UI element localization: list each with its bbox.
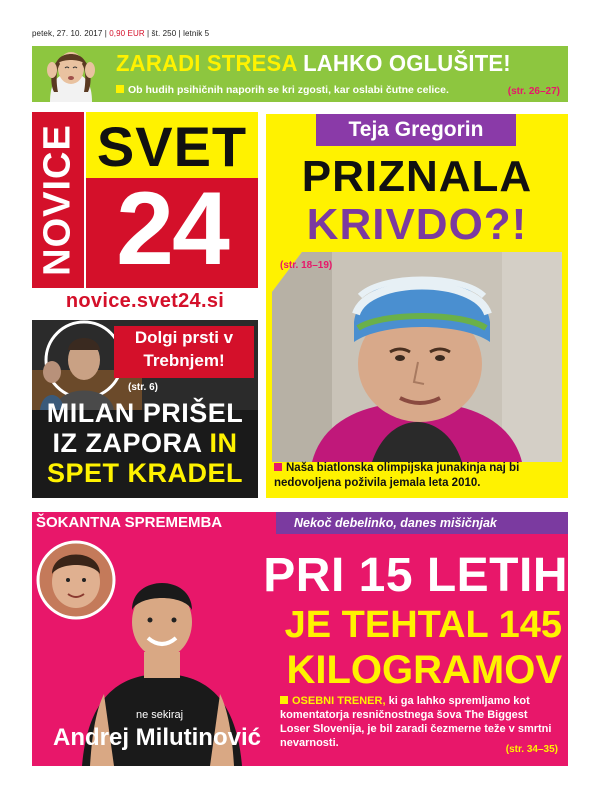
teja-caption-text: Naša biatlonska olimpijska junakinja naj bi nedovoljena poživila jemala leta 2010.	[274, 462, 520, 489]
teja-headline-2: KRIVDO?!	[306, 200, 528, 249]
masthead-novice	[32, 112, 84, 288]
milan-badge: Dolgi prsti v Trebnjem!	[114, 326, 254, 378]
masthead-24	[86, 171, 258, 288]
top-banner[interactable]	[32, 46, 568, 102]
milan-headline	[32, 398, 258, 488]
teja-photo	[272, 252, 562, 462]
milan-pages: (str. 6)	[128, 382, 159, 393]
strip-kicker: ŠOKANTNA SPREMEMBA	[32, 512, 276, 534]
milan-headline-line3: SPET KRADEL	[46, 458, 244, 488]
teja-headline-1: PRIZNALA	[301, 152, 533, 201]
milan-headline-line2a: IZ ZAPORA	[52, 428, 210, 458]
issue-price: 0,90 EUR	[109, 29, 145, 38]
andrej-text	[280, 694, 556, 750]
milan-story[interactable]	[32, 320, 258, 498]
andrej-text-body: ki ga lahko spremljamo kot komentatorja resničnostnega šova The Biggest Loser Slovenija, je bil zaradi čezmerne teže v smrtni nevarnosti.	[280, 695, 552, 749]
andrej-text-lead: OSEBNI TRENER,	[292, 695, 386, 707]
masthead-24-text: 24	[116, 171, 228, 287]
andrej-name-label: Andrej Milutinović	[52, 724, 261, 751]
andrej-headline-1: PRI 15 LETIH	[263, 549, 568, 602]
top-banner-subtitle-text: Ob hudih psihičnih naporih se kri zgosti, kar oslabi čutne celice.	[128, 84, 449, 96]
andrej-headline-3: KILOGRAMOV	[286, 648, 562, 692]
teja-story[interactable]	[266, 114, 568, 498]
milan-headline-line2b: IN	[209, 428, 238, 458]
stressed-woman-photo	[36, 48, 106, 102]
milan-headline-line2	[32, 428, 258, 458]
bullet-square-icon	[116, 85, 124, 93]
masthead-svet	[86, 112, 258, 178]
top-banner-pages: (str. 26–27)	[507, 86, 560, 97]
teja-pages: (str. 18–19)	[280, 260, 333, 271]
andrej-pages: (str. 34–35)	[505, 744, 558, 755]
strip-tagline: Nekoč debelinko, danes mišičnjak	[276, 512, 568, 534]
milan-headline-line1: MILAN PRIŠEL	[46, 398, 244, 428]
bullet-square-icon	[274, 463, 282, 471]
top-banner-title	[116, 50, 511, 77]
teja-name-label: Teja Gregorin	[316, 114, 516, 146]
andrej-story[interactable]	[32, 534, 568, 766]
issue-number: | št. 250 | letnik 5	[144, 29, 210, 38]
top-banner-title-part1: ZARADI STRESA	[116, 50, 304, 76]
dateline	[32, 29, 209, 38]
teja-caption	[274, 461, 562, 491]
site-url-link[interactable]: novice.svet24.si	[65, 290, 225, 312]
top-banner-title-part2: LAHKO OGLUŠITE!	[303, 50, 511, 76]
andrej-headline-2: JE TEHTAL 145	[284, 604, 562, 646]
shirt-text: ne sekiraj	[136, 709, 184, 721]
bullet-square-icon	[280, 696, 288, 704]
masthead-novice-text: NOVICE	[36, 124, 79, 276]
masthead-svet-text: SVET	[96, 115, 248, 178]
top-banner-subtitle	[116, 84, 449, 96]
issue-date: petek, 27. 10. 2017 |	[32, 29, 110, 38]
